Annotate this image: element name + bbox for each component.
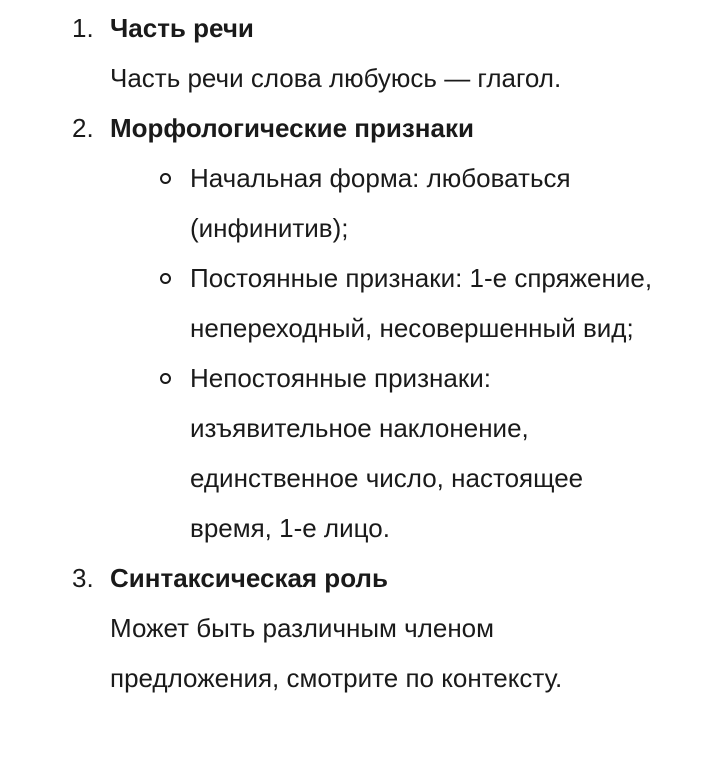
list-number: 1. xyxy=(72,13,94,43)
section-heading: Часть речи xyxy=(110,13,254,43)
circle-bullet-icon xyxy=(160,373,171,384)
list-item xyxy=(190,353,660,553)
section-morphology xyxy=(0,103,720,553)
section-syntax-role xyxy=(0,553,720,703)
list-item-text: Постоянные признаки: 1-е спряжение, непереходный, несовершенный вид; xyxy=(190,263,653,343)
section-part-of-speech xyxy=(0,3,720,103)
list-item xyxy=(190,253,660,353)
list-number: 3. xyxy=(72,563,94,593)
section-text: Может быть различным членом предложения, смотрите по контексту. xyxy=(110,613,563,693)
list-item-text: Начальная форма: любоваться (инфинитив); xyxy=(190,163,571,243)
list-item-text: Непостоянные признаки: изъявительное наклонение, единственное число, настоящее время, 1-е лицо. xyxy=(190,363,584,543)
section-heading: Морфологические признаки xyxy=(110,113,474,143)
circle-bullet-icon xyxy=(160,173,171,184)
feature-list xyxy=(0,153,720,553)
section-text: Часть речи слова любуюсь — глагол. xyxy=(110,63,562,93)
list-number: 2. xyxy=(72,113,94,143)
list-item xyxy=(190,153,660,253)
section-heading: Синтаксическая роль xyxy=(110,563,388,593)
circle-bullet-icon xyxy=(160,273,171,284)
